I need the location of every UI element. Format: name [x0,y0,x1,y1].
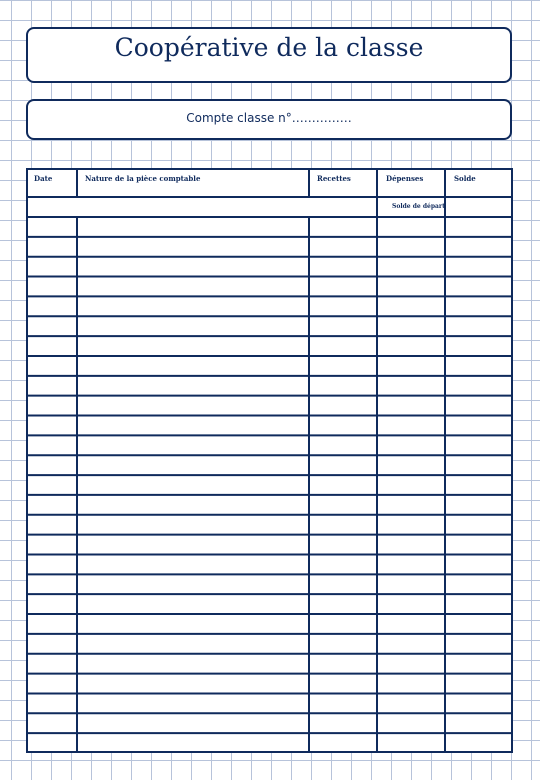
ledger-table [26,168,513,753]
title-banner [26,27,512,83]
account-number-label: Compte classe n°…………… [186,110,352,125]
opening-balance-label: Solde de départ [392,203,445,210]
page-title: Coopérative de la classe [114,32,424,62]
account-number-banner [26,99,512,140]
column-header-expenses: Dépenses [386,174,424,183]
column-header-receipts: Recettes [317,174,351,183]
column-header-date: Date [34,174,53,183]
ledger-grid [26,168,513,753]
column-header-nature: Nature de la pièce comptable [85,174,201,183]
column-header-balance: Solde [454,174,476,183]
